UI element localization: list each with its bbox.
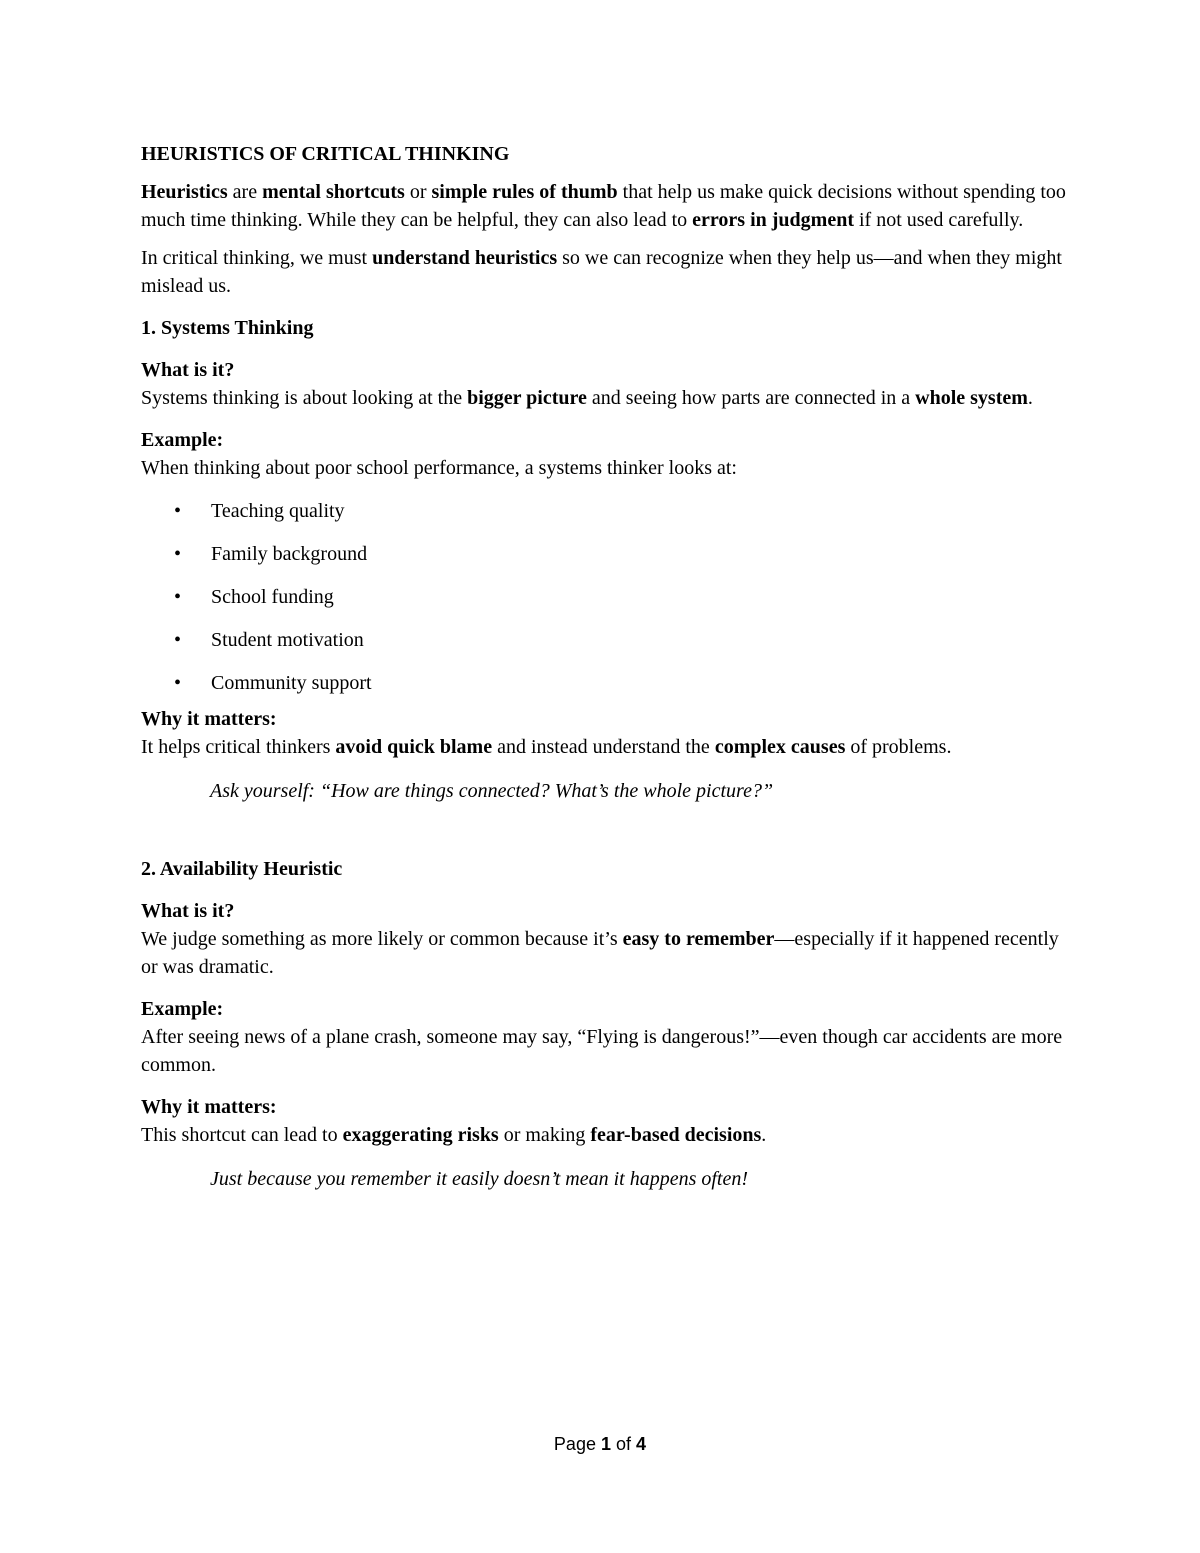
text-run: and instead understand the bbox=[492, 736, 715, 758]
text-run: In critical thinking, we must bbox=[141, 247, 373, 269]
why-it-matters-label: Why it matters: bbox=[141, 1096, 277, 1118]
section-1-why bbox=[141, 705, 1071, 761]
page-word: Page bbox=[553, 1434, 596, 1454]
term-bigger-picture: bigger picture bbox=[467, 387, 587, 409]
text-run: It helps critical thinkers bbox=[141, 736, 336, 758]
page-number: 1 bbox=[600, 1434, 611, 1454]
document-body bbox=[141, 140, 1071, 1193]
intro-paragraph-1 bbox=[141, 178, 1071, 234]
text-run: Systems thinking is about looking at the bbox=[141, 387, 468, 409]
term-complex-causes: complex causes bbox=[714, 736, 846, 758]
factors-list bbox=[141, 497, 1071, 697]
list-item: • Teaching quality bbox=[141, 497, 1071, 525]
text-run: . bbox=[1027, 387, 1033, 409]
term-easy-to-remember: easy to remember bbox=[622, 928, 775, 950]
term-fear-based-decisions: fear-based decisions bbox=[590, 1124, 762, 1146]
text-run: We judge something as more likely or common because it’s bbox=[141, 928, 623, 950]
text-run: so we can recognize when they help us—and when they might mislead us. bbox=[141, 247, 1062, 297]
term-heuristics: Heuristics bbox=[141, 181, 228, 203]
text-run: are bbox=[227, 181, 263, 203]
text-run: if not used carefully. bbox=[854, 209, 1024, 231]
term-understand-heuristics: understand heuristics bbox=[372, 247, 558, 269]
text-run: that help us make quick decisions without spending too much time thinking. While they can be helpful, they can also lead to bbox=[141, 181, 1066, 231]
section-spacer bbox=[141, 805, 1071, 855]
term-mental-shortcuts: mental shortcuts bbox=[262, 181, 405, 203]
what-is-it-label: What is it? bbox=[141, 359, 235, 381]
text-run: and seeing how parts are connected in a bbox=[586, 387, 916, 409]
section-2-why bbox=[141, 1093, 1071, 1149]
term-errors-in-judgment: errors in judgment bbox=[692, 209, 854, 231]
example-text: After seeing news of a plane crash, someone may say, “Flying is dangerous!”—even though car accidents are more common. bbox=[141, 1026, 1063, 1076]
term-exaggerating-risks: exaggerating risks bbox=[342, 1124, 499, 1146]
text-run: —especially if it happened recently or was dramatic. bbox=[141, 928, 1059, 978]
what-is-it-label: What is it? bbox=[141, 900, 235, 922]
list-item: • Community support bbox=[141, 669, 1071, 697]
example-label: Example: bbox=[141, 429, 224, 451]
section-1-quote: Ask yourself: “How are things connected? What’s the whole picture?” bbox=[210, 780, 774, 802]
section-2-quote: Just because you remember it easily doesn’t mean it happens often! bbox=[210, 1168, 749, 1190]
text-run: . bbox=[761, 1124, 767, 1146]
section-1-heading: 1. Systems Thinking bbox=[141, 317, 314, 339]
section-1-what bbox=[141, 356, 1071, 412]
list-item: • Family background bbox=[141, 540, 1071, 568]
text-run: or bbox=[404, 181, 432, 203]
document-title: HEURISTICS OF CRITICAL THINKING bbox=[141, 143, 510, 165]
term-whole-system: whole system bbox=[915, 387, 1028, 409]
section-2-heading: 2. Availability Heuristic bbox=[141, 858, 343, 880]
of-word: of bbox=[616, 1434, 632, 1454]
section-2-example bbox=[141, 995, 1071, 1079]
intro-paragraph-2 bbox=[141, 244, 1071, 300]
page-total: 4 bbox=[636, 1434, 647, 1454]
list-item: • Student motivation bbox=[141, 626, 1071, 654]
section-1-example bbox=[141, 426, 1071, 482]
example-text: When thinking about poor school performance, a systems thinker looks at: bbox=[141, 457, 737, 479]
list-item: • School funding bbox=[141, 583, 1071, 611]
term-rules-of-thumb: simple rules of thumb bbox=[431, 181, 618, 203]
example-label: Example: bbox=[141, 998, 224, 1020]
page-footer bbox=[0, 1430, 1200, 1458]
text-run: This shortcut can lead to bbox=[141, 1124, 343, 1146]
text-run: or making bbox=[498, 1124, 591, 1146]
section-2-what bbox=[141, 897, 1071, 981]
text-run: of problems. bbox=[845, 736, 952, 758]
why-it-matters-label: Why it matters: bbox=[141, 708, 277, 730]
term-avoid-quick-blame: avoid quick blame bbox=[335, 736, 493, 758]
